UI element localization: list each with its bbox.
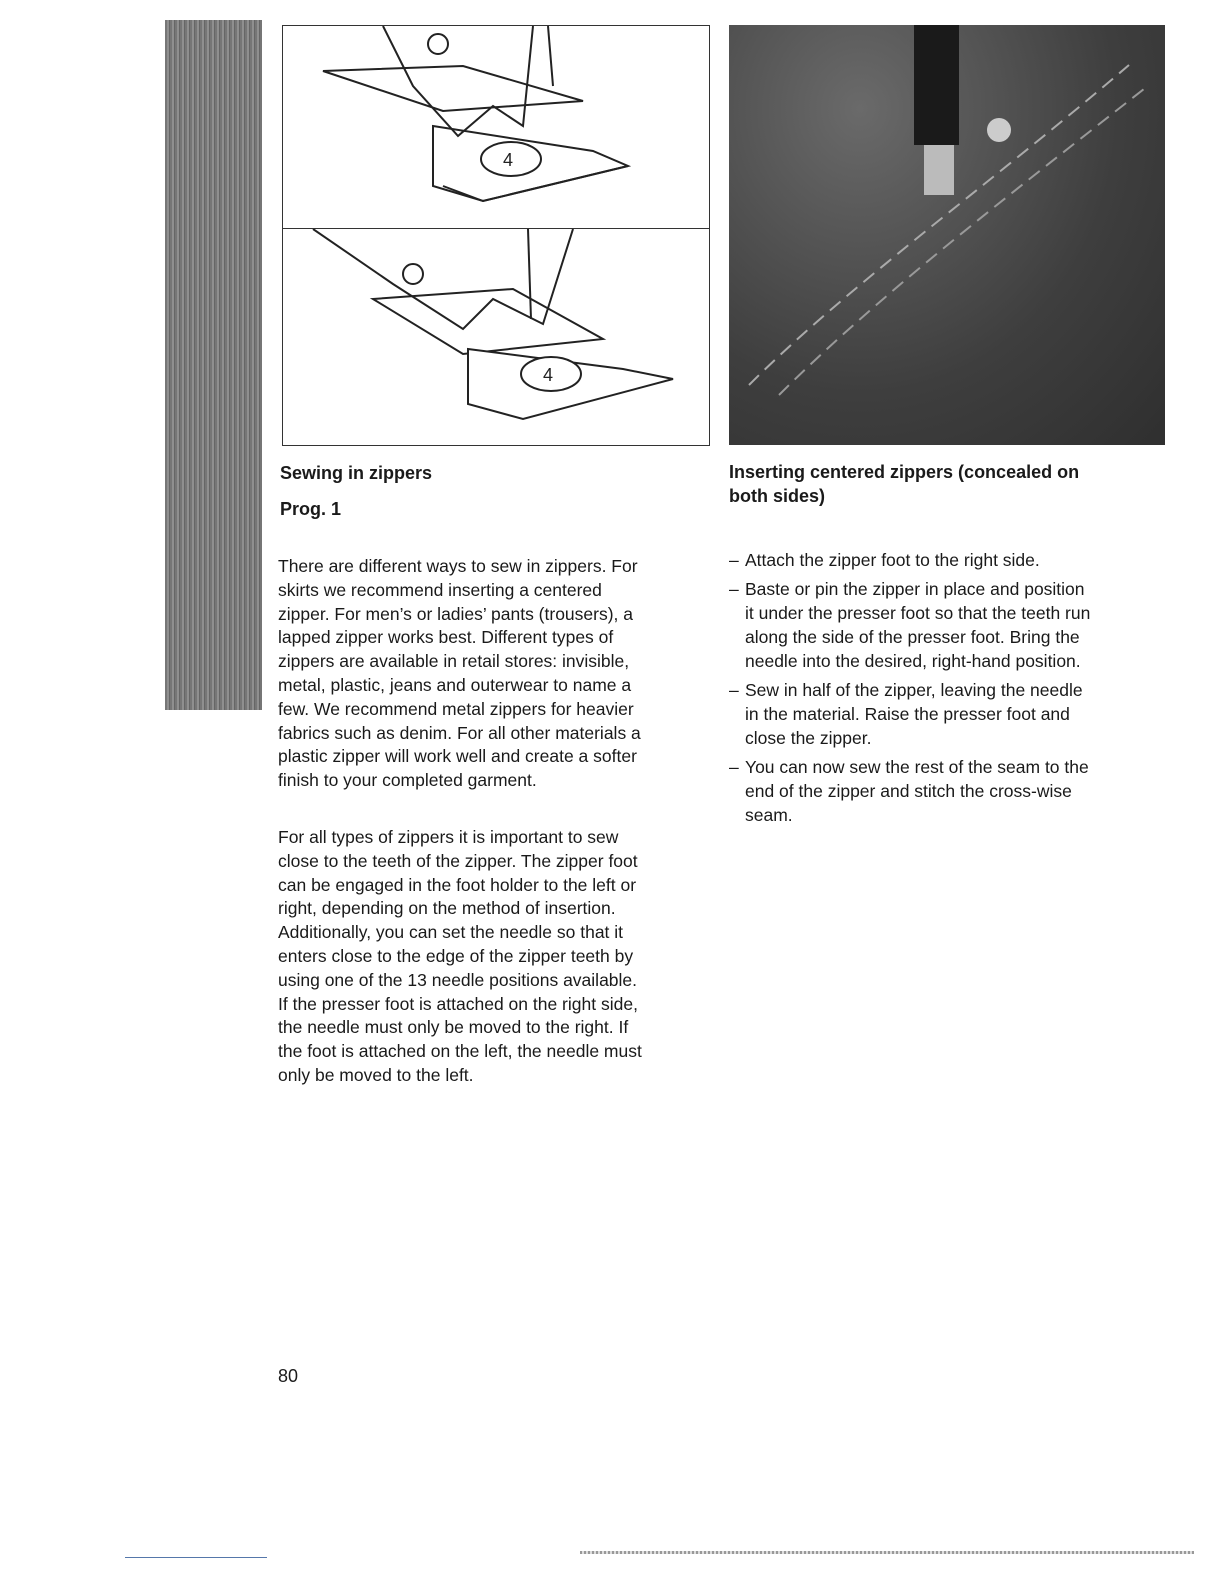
step-item: – You can now sew the rest of the seam to the end of the zipper and stitch the cross-wise seam. — [729, 757, 1089, 825]
sewing-zipper-photo — [729, 25, 1165, 445]
foot-number-label: 4 — [503, 150, 514, 170]
intro-paragraph: There are different ways to sew in zippers. For skirts we recommend inserting a centered zipper. For men’s or ladies’ pants (trousers), a lapped zipper works best. Different types of zippers are available in retail stores: invisible, metal, plastic, jeans and outerwear to name a few. We recommend metal zippers for heavier fabrics such as denim. For all other materials a plastic zipper will work well and create a softer finish to your completed garment. — [278, 556, 641, 791]
page-edge-scan-bar — [165, 20, 262, 710]
step-item: – Attach the zipper foot to the right side. — [729, 550, 1040, 570]
step-item: – Sew in half of the zipper, leaving the needle in the material. Raise the presser foot and close the zipper. — [729, 680, 1083, 748]
footer-rule — [125, 1557, 267, 1558]
scan-edge-rule — [580, 1551, 1194, 1554]
program-label: Prog. 1 — [280, 499, 342, 519]
instruction-steps — [729, 548, 1090, 832]
section-heading: Sewing in zippers — [280, 463, 433, 483]
needle-position-paragraph: For all types of zippers it is important to sew close to the teeth of the zipper. The zipper foot can be engaged in the foot holder to the left or right, depending on the method of insertion. Additionally, you can set the needle so that it enters close to the edge of the zipper teeth by using one of the 13 needle positions available. If the presser foot is attached on the right side, the needle must only be moved to the right. If the foot is attached on the left, the needle must only be moved to the left. — [278, 827, 642, 1085]
zipper-foot-illustration-left — [282, 25, 710, 230]
page-number: 80 — [278, 1366, 299, 1386]
step-item: – Baste or pin the zipper in place and position it under the presser foot so that the teeth run along the side of the presser foot. Bring the needle into the desired, right-hand position. — [729, 579, 1091, 671]
zipper-foot-illustration-right — [282, 228, 710, 446]
foot-number-label: 4 — [543, 365, 554, 385]
centered-zipper-heading: Inserting centered zippers (concealed on both sides) — [729, 462, 1080, 506]
